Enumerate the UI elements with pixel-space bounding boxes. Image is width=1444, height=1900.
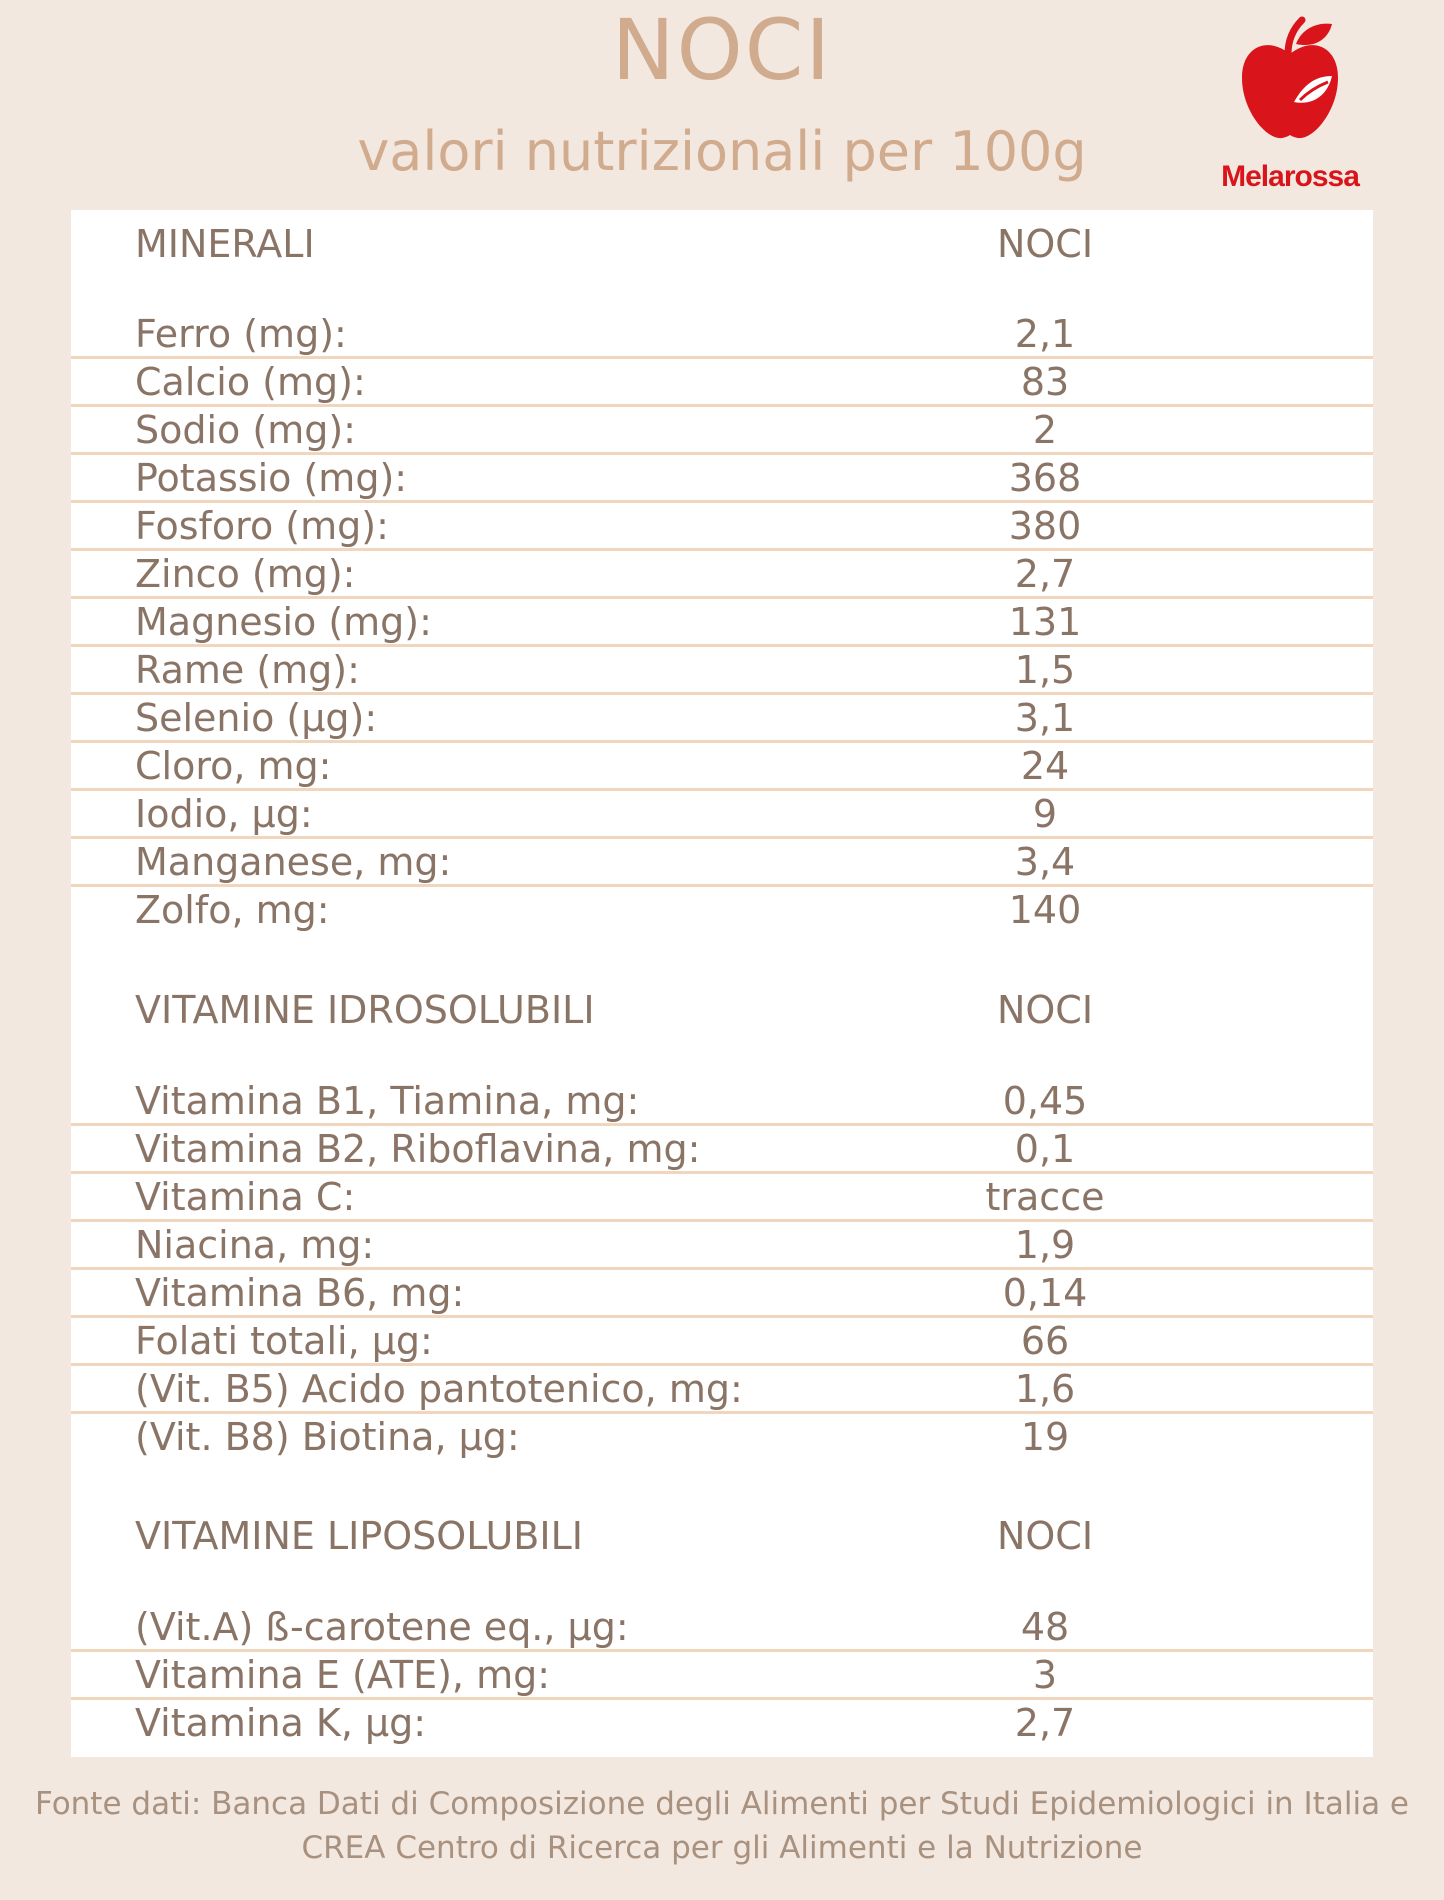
row-value: 2,7	[1014, 1701, 1076, 1745]
table-row	[71, 743, 1373, 791]
table-row	[71, 1414, 1373, 1462]
section-column-label: NOCI	[996, 222, 1094, 266]
row-label: Sodio (mg):	[135, 408, 356, 452]
section-heading-vitamine-idrosolubili	[71, 982, 1373, 1042]
row-value: 0,14	[1002, 1271, 1088, 1315]
source-footnote	[0, 1782, 1444, 1870]
table-row	[71, 455, 1373, 503]
row-value: 3,1	[1014, 696, 1076, 740]
table-row	[71, 887, 1373, 935]
source-footnote-line: CREA Centro di Ricerca per gli Alimenti e la Nutrizione	[301, 1830, 1143, 1866]
row-label: Iodio, µg:	[135, 792, 313, 836]
page-subtitle: valori nutrizionali per 100g	[357, 120, 1087, 183]
nutrition-table	[71, 210, 1373, 1757]
table-row	[71, 1174, 1373, 1222]
row-label: Niacina, mg:	[135, 1223, 375, 1267]
row-value: 83	[1020, 360, 1070, 404]
table-row	[71, 551, 1373, 599]
table-row	[71, 1604, 1373, 1652]
table-row	[71, 599, 1373, 647]
row-label: Zolfo, mg:	[135, 888, 330, 932]
section-column-label: NOCI	[996, 988, 1094, 1032]
table-row	[71, 647, 1373, 695]
table-row	[71, 311, 1373, 359]
table-row	[71, 695, 1373, 743]
source-footnote-line: Fonte dati: Banca Dati di Composizione degli Alimenti per Studi Epidemiologici in Italia e	[34, 1786, 1410, 1822]
section-heading-minerali	[71, 216, 1373, 276]
row-value: 0,45	[1002, 1079, 1088, 1123]
apple-logo-icon	[1238, 14, 1342, 144]
table-row	[71, 359, 1373, 407]
section-column-label: NOCI	[996, 1514, 1094, 1558]
row-label: Vitamina K, µg:	[135, 1701, 427, 1745]
row-value: 2,1	[1014, 312, 1076, 356]
row-value: 1,6	[1014, 1367, 1076, 1411]
row-value: 2,7	[1014, 552, 1076, 596]
table-row	[71, 1126, 1373, 1174]
row-label: Rame (mg):	[135, 648, 360, 692]
row-label: (Vit. B5) Acido pantotenico, mg:	[135, 1367, 743, 1411]
row-value: 24	[1020, 744, 1070, 788]
row-value: 1,9	[1014, 1223, 1076, 1267]
brand-logo-text: Melarossa	[1221, 160, 1359, 193]
row-label: Vitamina E (ATE), mg:	[135, 1653, 551, 1697]
row-value: 131	[1008, 600, 1082, 644]
row-value: 140	[1008, 888, 1082, 932]
row-label: Magnesio (mg):	[135, 600, 432, 644]
table-row	[71, 1078, 1373, 1126]
row-label: Ferro (mg):	[135, 312, 347, 356]
table-row	[71, 1318, 1373, 1366]
row-label: Calcio (mg):	[135, 360, 366, 404]
table-row	[71, 503, 1373, 551]
table-row	[71, 1222, 1373, 1270]
row-label: Vitamina B2, Riboflavina, mg:	[135, 1127, 701, 1171]
section-heading-vitamine-liposolubili	[71, 1508, 1373, 1568]
row-label: Zinco (mg):	[135, 552, 356, 596]
row-value: 0,1	[1014, 1127, 1076, 1171]
table-row	[71, 407, 1373, 455]
table-row	[71, 1652, 1373, 1700]
row-label: (Vit. B8) Biotina, µg:	[135, 1415, 520, 1459]
row-value: 3,4	[1014, 840, 1076, 884]
row-label: (Vit.A) ß-carotene eq., µg:	[135, 1605, 629, 1649]
table-row	[71, 839, 1373, 887]
row-value: 9	[1032, 792, 1058, 836]
row-value: 3	[1032, 1653, 1058, 1697]
row-label: Potassio (mg):	[135, 456, 408, 500]
row-label: Fosforo (mg):	[135, 504, 389, 548]
table-row	[71, 1366, 1373, 1414]
row-value: 380	[1008, 504, 1082, 548]
row-value: 48	[1020, 1605, 1070, 1649]
row-value: tracce	[985, 1175, 1105, 1219]
page-title: NOCI	[611, 1, 833, 99]
row-label: Cloro, mg:	[135, 744, 332, 788]
table-row	[71, 1270, 1373, 1318]
row-value: 1,5	[1014, 648, 1076, 692]
section-heading-label: VITAMINE IDROSOLUBILI	[135, 988, 595, 1032]
row-label: Folati totali, µg:	[135, 1319, 433, 1363]
row-label: Manganese, mg:	[135, 840, 452, 884]
brand-logo	[1210, 14, 1370, 193]
row-label: Vitamina B1, Tiamina, mg:	[135, 1079, 640, 1123]
section-heading-label: VITAMINE LIPOSOLUBILI	[135, 1514, 583, 1558]
table-row	[71, 1700, 1373, 1748]
row-value: 66	[1020, 1319, 1070, 1363]
row-label: Vitamina B6, mg:	[135, 1271, 465, 1315]
row-value: 2	[1032, 408, 1058, 452]
row-value: 368	[1008, 456, 1082, 500]
table-row	[71, 791, 1373, 839]
row-value: 19	[1020, 1415, 1070, 1459]
row-label: Vitamina C:	[135, 1175, 356, 1219]
row-label: Selenio (µg):	[135, 696, 378, 740]
section-heading-label: MINERALI	[135, 222, 315, 266]
